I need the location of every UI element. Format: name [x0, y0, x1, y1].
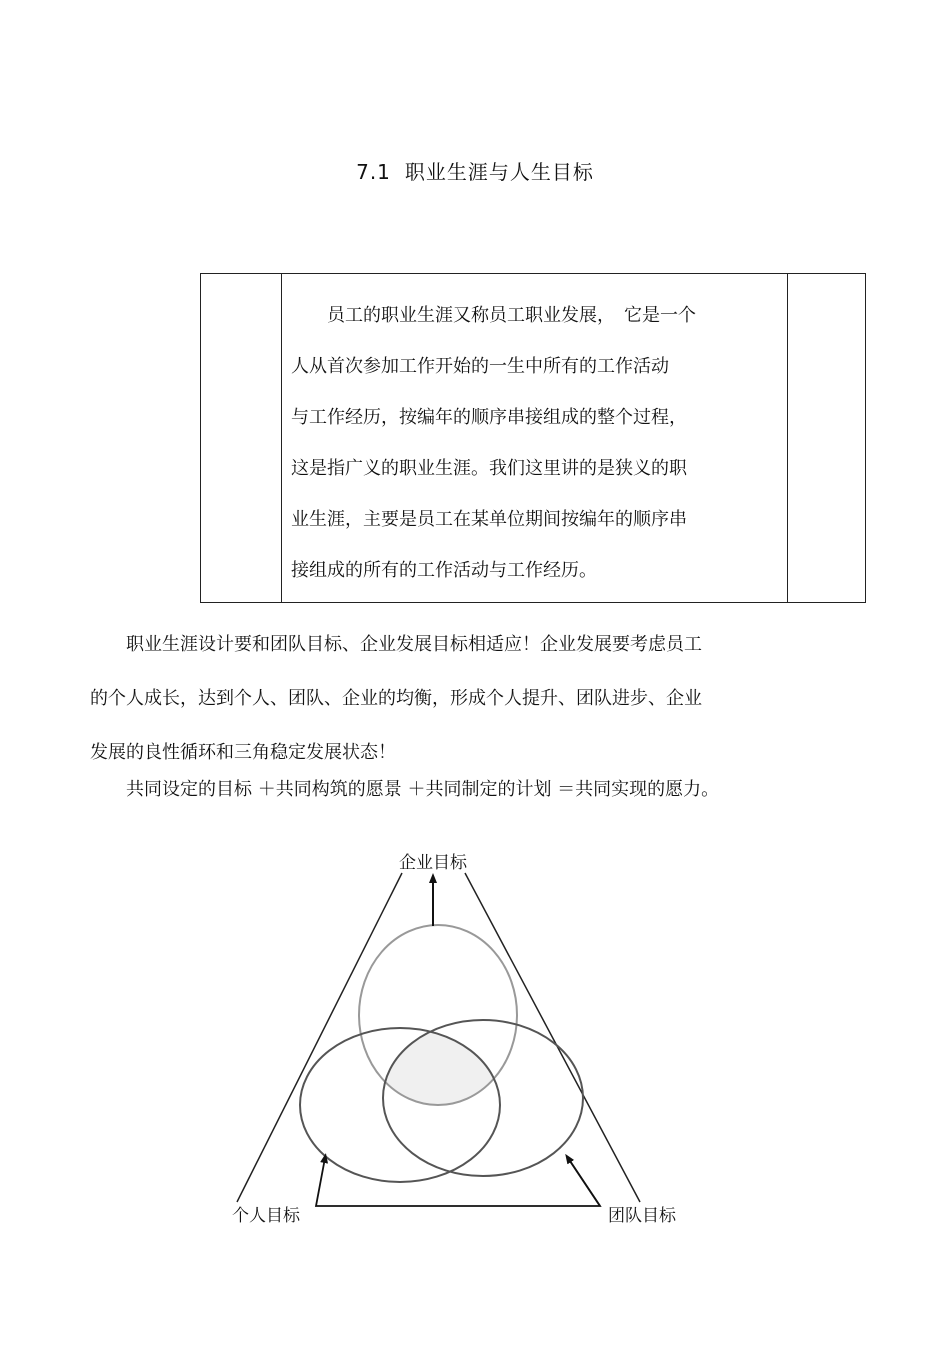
definition-line: 员工的职业生涯又称员工职业发展， 它是一个 — [291, 305, 696, 326]
company-goal-label: 企业目标 — [399, 853, 467, 873]
paragraph-line: 的个人成长，达到个人、团队、企业的均衡，形成个人提升、团队进步、企业 — [90, 688, 702, 709]
formula-line: 共同设定的目标 ＋共同构筑的愿景 ＋共同制定的计划 ＝共同实现的愿力。 — [90, 779, 720, 800]
definition-box — [200, 273, 866, 603]
bottom-connector-arrows — [316, 1158, 600, 1206]
team-goal-label: 团队目标 — [608, 1206, 676, 1226]
personal-goal-circle — [300, 1028, 500, 1182]
triangle-right-side — [465, 873, 640, 1202]
section-title — [0, 156, 950, 185]
goals-venn-diagram — [0, 840, 950, 1240]
personal-goal-label: 个人目标 — [232, 1206, 300, 1226]
definition-line: 业生涯，主要是员工在某单位期间按编年的顺序串 — [291, 509, 687, 530]
triangle-left-side — [237, 873, 402, 1202]
definition-line: 这是指广义的职业生涯。我们这里讲的是狭义的职 — [291, 458, 687, 479]
definition-line: 接组成的所有的工作活动与工作经历。 — [291, 560, 597, 581]
paragraph-career-design — [90, 618, 850, 780]
box-divider-right — [787, 274, 788, 602]
paragraph-formula — [90, 775, 850, 801]
definition-line: 人从首次参加工作开始的一生中所有的工作活动 — [291, 356, 669, 377]
definition-line: 与工作经历，按编年的顺序串接组成的整个过程， — [291, 407, 687, 428]
paragraph-line: 发展的良性循环和三角稳定发展状态！ — [90, 742, 396, 763]
team-goal-arrow — [568, 1158, 600, 1206]
paragraph-line: 职业生涯设计要和团队目标、企业发展目标相适应！企业发展要考虑员工 — [90, 634, 702, 655]
box-divider-left — [281, 274, 282, 602]
section-number: 7.1 — [356, 160, 391, 184]
section-title-text: 职业生涯与人生目标 — [404, 160, 594, 184]
definition-text — [291, 290, 786, 596]
